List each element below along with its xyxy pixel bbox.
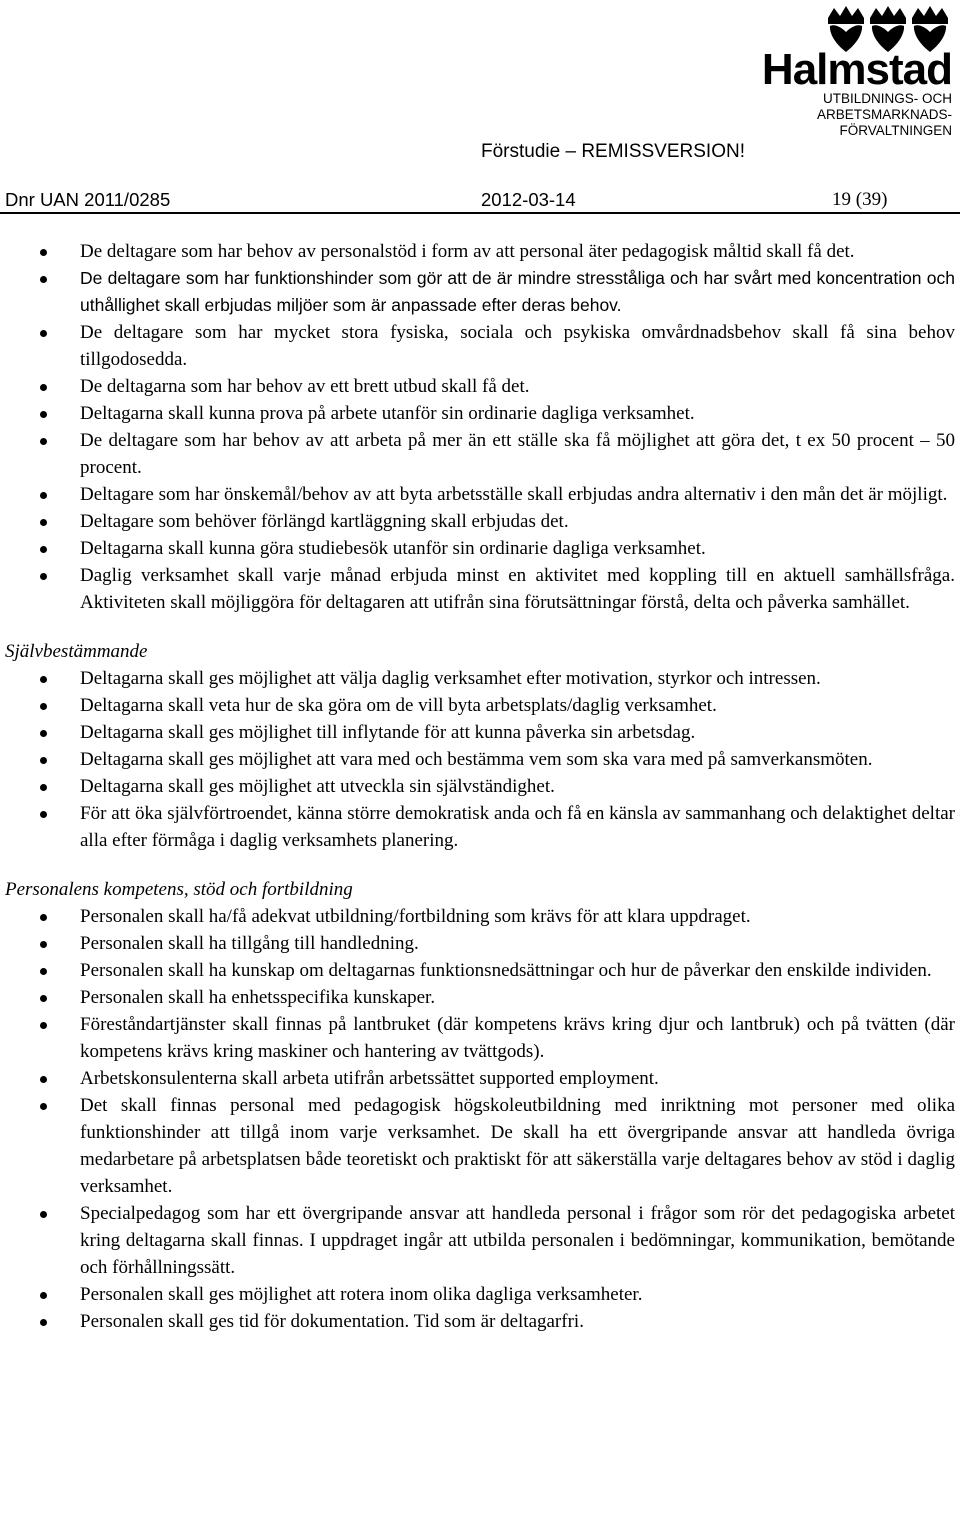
self-determination-list (0, 665, 960, 854)
list-item (0, 719, 960, 746)
bullet-icon (40, 730, 47, 737)
header-divider (0, 212, 960, 214)
bullet-icon (40, 330, 47, 337)
bullet-icon (40, 1103, 47, 1110)
document-body (0, 238, 960, 1335)
list-item (0, 265, 960, 319)
bullet-icon (40, 492, 47, 499)
list-item (0, 373, 960, 400)
list-item (0, 773, 960, 800)
list-item (0, 903, 960, 930)
bullet-icon (40, 1319, 47, 1326)
list-item-text: Personalen skall ha kunskap om deltagarnas funktionsnedsättningar och hur de påverkar den enskilde individen. (80, 960, 932, 981)
list-item (0, 665, 960, 692)
list-item (0, 1092, 960, 1200)
bullet-icon (40, 546, 47, 553)
logo-subtitle (817, 91, 952, 139)
list-item-text: Personalen skall ha/få adekvat utbildning/fortbildning som krävs för att klara uppdraget. (80, 906, 751, 927)
logo-sub-line: FÖRVALTNINGEN (839, 123, 952, 138)
bullet-icon (40, 703, 47, 710)
list-item-text: De deltagarna som har behov av ett brett utbud skall få det. (80, 376, 530, 397)
list-item-text: Deltagare som har önskemål/behov av att byta arbetsställe skall erbjudas andra alternativ i den mån det är möjligt. (80, 484, 948, 505)
bullet-icon (40, 1076, 47, 1083)
bullet-icon (40, 1211, 47, 1218)
bullet-icon (40, 276, 47, 283)
list-item (0, 957, 960, 984)
list-item-text: Deltagarna skall ges möjlighet att utveckla sin självständighet. (80, 776, 555, 797)
list-item-text: De deltagare som har funktionshinder som gör att de är mindre stresståliga och har svårt med koncentration och uthållighet skall erbjudas miljöer som är anpassade efter deras behov. (80, 268, 955, 315)
list-item-text: Föreståndartjänster skall finnas på lantbruket (där kompetens krävs kring djur och lantbruk) och på tvätten (där kompetens krävs kring maskiner och hantering av tvättgods). (80, 1014, 955, 1062)
bullet-icon (40, 438, 47, 445)
list-item (0, 562, 960, 616)
list-item-text: De deltagare som har mycket stora fysiska, sociala och psykiska omvårdnadsbehov skall få sina behov tillgodosedda. (80, 322, 955, 370)
list-item-text: Specialpedagog som har ett övergripande ansvar att handleda personal i frågor som rör det pedagogiska arbetet kring deltagarna skall finnas. I uppdraget ingår att utbilda personalen i bedömningar, kommunikation, bemötande och förhållningssätt. (80, 1203, 955, 1278)
list-item (0, 746, 960, 773)
list-item-text: Deltagarna skall kunna göra studiebesök utanför sin ordinarie dagliga verksamhet. (80, 538, 706, 559)
list-item-text: Deltagare som behöver förlängd kartläggning skall erbjudas det. (80, 511, 569, 532)
requirements-list (0, 238, 960, 616)
list-item-text: De deltagare som har behov av att arbeta på mer än ett ställe ska få möjlighet att göra det, t ex 50 procent – 50 procent. (80, 430, 955, 478)
list-item (0, 427, 960, 481)
halmstad-logo (756, 4, 956, 154)
bullet-icon (40, 411, 47, 418)
list-item-text: För att öka självförtroendet, känna större demokratisk anda och få en känsla av sammanhang och delaktighet deltar alla efter förmåga i daglig verksamhets planering. (80, 803, 955, 851)
staff-competence-list (0, 903, 960, 1335)
logo-sub-line: UTBILDNINGS- OCH (822, 91, 952, 106)
bullet-icon (40, 995, 47, 1002)
bullet-icon (40, 914, 47, 921)
list-item (0, 1281, 960, 1308)
list-item-text: Deltagarna skall ges möjlighet att vara med och bestämma vem som ska vara med på samverkansmöten. (80, 749, 873, 770)
bullet-icon (40, 1022, 47, 1029)
list-item-text: Deltagarna skall veta hur de ska göra om de vill byta arbetsplats/daglig verksamhet. (80, 695, 717, 716)
list-item (0, 238, 960, 265)
bullet-icon (40, 676, 47, 683)
list-item-text: Det skall finnas personal med pedagogisk högskoleutbildning med inriktning mot personer med olika funktionshinder att tillgå inom varje verksamhet. De skall ha ett övergripande ansvar att handleda övriga medarbetare på arbetsplatsen både teoretiskt och praktiskt för att säkerställa varje deltagares behov av stöd i daglig verksamhet. (80, 1095, 955, 1197)
list-item (0, 535, 960, 562)
list-item-text: Personalen skall ha enhetsspecifika kunskaper. (80, 987, 436, 1008)
list-item (0, 319, 960, 373)
document-date: 2012-03-14 (481, 189, 576, 210)
list-item-text: Personalen skall ges tid för dokumentation. Tid som är deltagarfri. (80, 1311, 584, 1332)
list-item-text: Personalen skall ha tillgång till handledning. (80, 933, 419, 954)
list-item (0, 508, 960, 535)
bullet-icon (40, 519, 47, 526)
bullet-icon (40, 757, 47, 764)
bullet-icon (40, 384, 47, 391)
bullet-icon (40, 811, 47, 818)
list-item-text: Deltagarna skall kunna prova på arbete utanför sin ordinarie dagliga verksamhet. (80, 403, 695, 424)
list-item (0, 481, 960, 508)
list-item (0, 692, 960, 719)
list-item (0, 984, 960, 1011)
bullet-icon (40, 1292, 47, 1299)
list-item (0, 1065, 960, 1092)
list-item (0, 1011, 960, 1065)
bullet-icon (40, 573, 47, 580)
section-heading-sjalvbestammande: Självbestämmande (5, 641, 148, 662)
logo-wordmark: Halmstad (761, 45, 952, 94)
document-meta (5, 188, 960, 212)
bullet-icon (40, 249, 47, 256)
diary-number: Dnr UAN 2011/0285 (5, 189, 171, 210)
logo-sub-line: ARBETSMARKNADS- (816, 107, 952, 122)
list-item (0, 930, 960, 957)
page-number: 19 (39) (832, 189, 888, 210)
list-item-text: Arbetskonsulenterna skall arbeta utifrån arbetssättet supported employment. (80, 1068, 659, 1089)
bullet-icon (40, 784, 47, 791)
list-item-text: Deltagarna skall ges möjlighet till inflytande för att kunna påverka sin arbetsdag. (80, 722, 696, 743)
bullet-icon (40, 941, 47, 948)
bullet-icon (40, 968, 47, 975)
list-item (0, 1308, 960, 1335)
list-item-text: De deltagare som har behov av personalstöd i form av att personal äter pedagogisk måltid skall få det. (80, 241, 855, 262)
list-item (0, 1200, 960, 1281)
list-item-text: Daglig verksamhet skall varje månad erbjuda minst en aktivitet med koppling till en aktuell samhällsfråga. Aktiviteten skall möjliggöra för deltagaren att utifrån sina förutsättningar förstå, delta och påverka samhället. (80, 565, 955, 613)
section-heading-personalens-kompetens: Personalens kompetens, stöd och fortbildning (5, 879, 353, 900)
list-item-text: Personalen skall ges möjlighet att rotera inom olika dagliga verksamheter. (80, 1284, 643, 1305)
list-item (0, 400, 960, 427)
list-item (0, 800, 960, 854)
document-title: Förstudie – REMISSVERSION! (481, 141, 745, 162)
list-item-text: Deltagarna skall ges möjlighet att välja daglig verksamhet efter motivation, styrkor och intressen. (80, 668, 821, 689)
